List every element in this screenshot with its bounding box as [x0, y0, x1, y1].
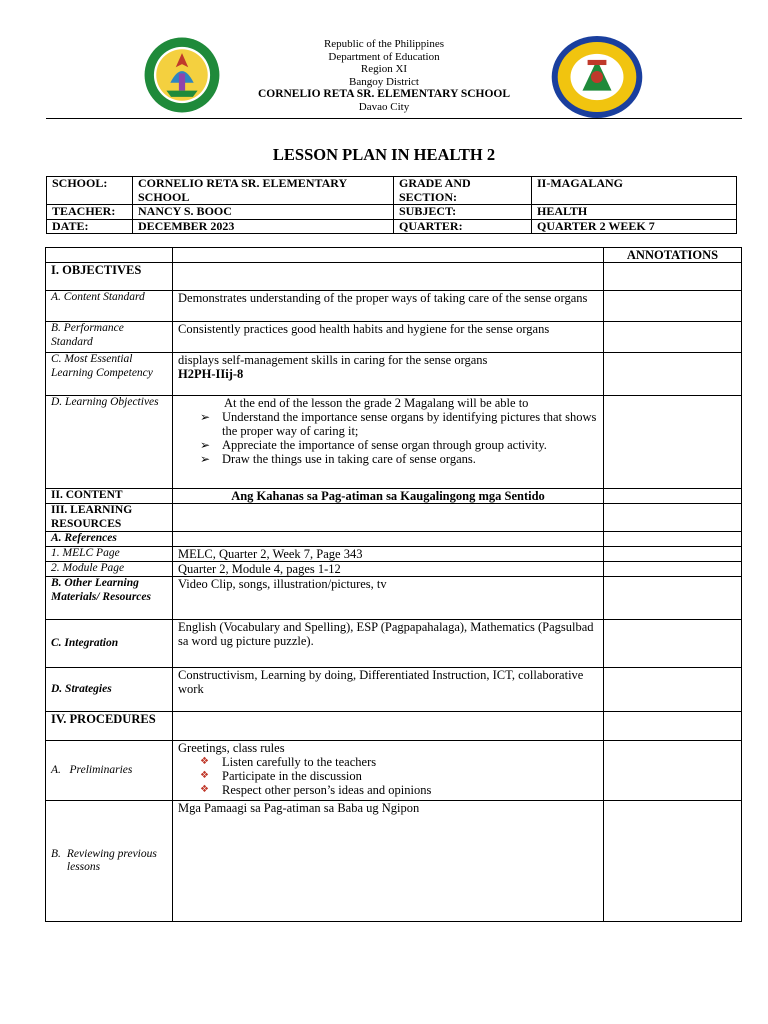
other-materials-text: Video Clip, songs, illustration/pictures, tv	[173, 577, 604, 620]
table-row	[46, 353, 742, 396]
header-republic: Republic of the Philippines	[323, 38, 445, 50]
grade-value: II-MAGALANG	[532, 177, 737, 205]
module-page-label: 2. Module Page	[46, 562, 173, 577]
learning-resources-label: III. LEARNING RESOURCES	[46, 504, 173, 532]
teacher-label: TEACHER:	[47, 205, 133, 220]
reviewing-letter: B.	[51, 847, 61, 860]
learning-objectives-list	[178, 410, 598, 466]
header-divider	[46, 118, 742, 119]
learning-objectives-label: D. Learning Objectives	[46, 396, 173, 489]
table-row	[46, 801, 742, 922]
content-text: Ang Kahanas sa Pag-atiman sa Kaugalingong mga Sentido	[173, 489, 604, 504]
lesson-info-table	[46, 176, 737, 234]
content-standard-text: Demonstrates understanding of the proper ways of taking care of the sense organs	[173, 291, 604, 322]
table-row	[46, 547, 742, 562]
info-row-school	[47, 177, 737, 205]
melc-page-label: 1. MELC Page	[46, 547, 173, 562]
preliminaries-list	[178, 755, 598, 797]
info-row-date	[47, 219, 737, 234]
header-school-name: CORNELIO RETA SR. ELEMENTARY SCHOOL	[257, 88, 511, 101]
list-item: ➢ Appreciate the importance of sense organ through group activity.	[200, 438, 598, 452]
references-label: A. References	[46, 532, 173, 547]
table-row	[46, 620, 742, 668]
reviewing-text: Mga Pamaagi sa Pag-atiman sa Baba ug Ngipon	[173, 801, 604, 922]
date-value: DECEMBER 2023	[133, 219, 394, 234]
subject-value: HEALTH	[532, 205, 737, 220]
table-row	[46, 668, 742, 712]
header-region: Region XI	[360, 63, 408, 76]
header-district: Bangoy District	[349, 75, 419, 88]
learning-objectives-intro: At the end of the lesson the grade 2 Magalang will be able to	[224, 396, 529, 410]
list-item: ➢ Understand the importance sense organs by identifying pictures that shows the proper way of caring it;	[200, 410, 598, 438]
lesson-plan-table	[45, 247, 742, 922]
table-row	[46, 712, 742, 741]
other-materials-label: B. Other Learning Materials/ Resources	[46, 577, 173, 620]
table-row	[46, 248, 742, 263]
reviewing-label: Reviewing previous lessons	[66, 847, 157, 873]
performance-standard-text: Consistently practices good health habits and hygiene for the sense organs	[173, 322, 604, 353]
info-row-teacher	[47, 205, 737, 220]
objectives-label: I. OBJECTIVES	[46, 263, 173, 291]
davao-city-division-seal-icon	[143, 36, 221, 114]
subject-label: SUBJECT:	[394, 205, 532, 220]
grade-label: GRADE AND SECTION:	[394, 177, 532, 205]
table-row	[46, 396, 742, 489]
teacher-value: NANCY S. BOOC	[133, 205, 394, 220]
table-row	[46, 263, 742, 291]
preliminaries-intro: Greetings, class rules	[178, 741, 285, 755]
list-item: ❖ Respect other person’s ideas and opinions	[200, 783, 598, 797]
list-item: ❖ Participate in the discussion	[200, 769, 598, 783]
list-item: ❖ Listen carefully to the teachers	[200, 755, 598, 769]
table-row	[46, 291, 742, 322]
module-page-text: Quarter 2, Module 4, pages 1-12	[173, 562, 604, 577]
integration-text: English (Vocabulary and Spelling), ESP (Pagpapahalaga), Mathematics (Pagsulbad sa word ug picture puzzle).	[173, 620, 604, 668]
table-row	[46, 577, 742, 620]
page-title: LESSON PLAN IN HEALTH 2	[272, 145, 496, 164]
header-block	[218, 38, 550, 114]
school-label: SCHOOL:	[47, 177, 133, 205]
school-value: CORNELIO RETA SR. ELEMENTARY SCHOOL	[133, 177, 394, 205]
list-item: ➢ Draw the things use in taking care of sense organs.	[200, 452, 598, 466]
table-row	[46, 562, 742, 577]
table-row	[46, 504, 742, 532]
table-row	[46, 489, 742, 504]
preliminaries-label: Preliminaries	[69, 763, 133, 776]
content-label: II. CONTENT	[46, 489, 173, 504]
melc-page-text: MELC, Quarter 2, Week 7, Page 343	[173, 547, 604, 562]
strategies-label: D. Strategies	[46, 668, 173, 712]
annotations-header: ANNOTATIONS	[604, 248, 742, 263]
header-city: Davao City	[358, 100, 410, 113]
strategies-text: Constructivism, Learning by doing, Differentiated Instruction, ICT, collaborative work	[173, 668, 604, 712]
procedures-label: IV. PROCEDURES	[46, 712, 173, 741]
table-row	[46, 741, 742, 801]
melc-text: displays self-management skills in caring for the sense organs	[178, 353, 488, 367]
quarter-label: QUARTER:	[394, 219, 532, 234]
content-standard-label: A. Content Standard	[46, 291, 173, 322]
melc-label: C. Most Essential Learning Competency	[46, 353, 173, 396]
header-department: Department of Education	[328, 50, 440, 63]
preliminaries-letter: A.	[51, 763, 61, 776]
performance-standard-label: B. Performance Standard	[46, 322, 173, 353]
integration-label: C. Integration	[46, 620, 173, 668]
table-row	[46, 322, 742, 353]
cornelio-reta-school-seal-icon	[550, 34, 644, 120]
date-label: DATE:	[47, 219, 133, 234]
melc-code: H2PH-IIij-8	[178, 367, 244, 381]
quarter-value: QUARTER 2 WEEK 7	[532, 219, 737, 234]
table-row	[46, 532, 742, 547]
